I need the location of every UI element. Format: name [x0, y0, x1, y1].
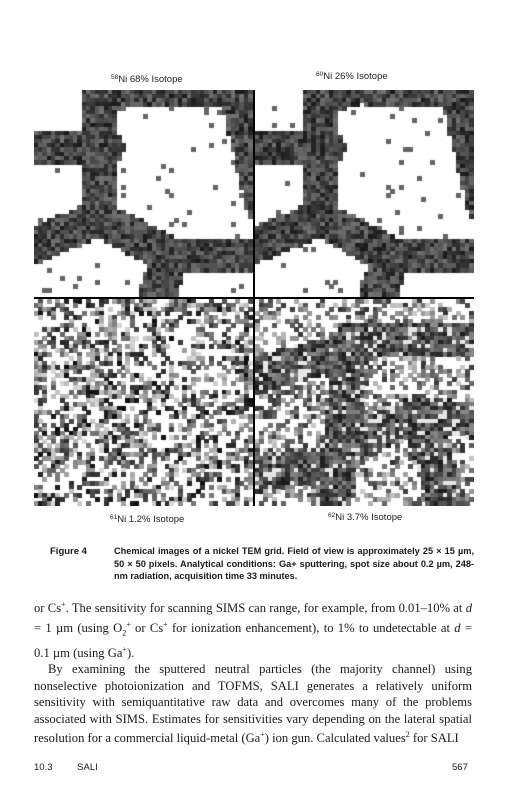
- panel-label-ni60: $^{60}$Ni 26% Isotope: [316, 71, 388, 82]
- body-text: [34, 597, 472, 747]
- image-panel-ni61: [34, 299, 253, 506]
- section-number: 10.3: [34, 762, 53, 773]
- panel-label-ni58: $^{58}$Ni 68% Isotope: [111, 74, 183, 85]
- figure-caption-text: Chemical images of a nickel TEM grid. Field of view is approximately 25 × 15 µm, 50 × 50 pixels. Analytical conditions: Ga+ sputtering, spot size about 0.2 µm, 248-nm radiation, acquisition time 33 minutes.: [114, 546, 474, 581]
- panel-label-ni62: $^{62}$Ni 3.7% Isotope: [328, 512, 403, 523]
- paragraph-2: By examining the sputtered neutral particles (the majority channel) using nonselective photoionization and TOFMS, SALI generates a relatively uniform sensitivity with semiquantitative raw data and overcomes many of the problems associated with SIMS. Estimates for sensitivities vary depending on the lateral spatial resolution for a commercial liquid-metal (Ga+) ion gun. Calculated values$^2$ for SALI: [34, 662, 472, 746]
- running-footer-section: [34, 762, 98, 773]
- chemical-image-figure: [34, 90, 474, 506]
- image-panel-ni58: [34, 90, 253, 297]
- panel-label-ni61: $^{61}$Ni 1.2% Isotope: [110, 514, 185, 525]
- image-panel-ni60: [255, 90, 474, 297]
- image-panel-ni62: [255, 299, 474, 506]
- page-number: 567: [452, 762, 468, 773]
- section-title: SALI: [77, 762, 98, 773]
- figure-caption-label: Figure 4: [50, 546, 87, 557]
- paragraph-1: or Cs+. The sensitivity for scanning SIMS can range, for example, from 0.01–10% at d = 1 µm (using $O_2^+$ or Cs+ for ionization enhancement), to 1% to undetectable at d = 0.1 µm (using Ga+).: [34, 600, 472, 660]
